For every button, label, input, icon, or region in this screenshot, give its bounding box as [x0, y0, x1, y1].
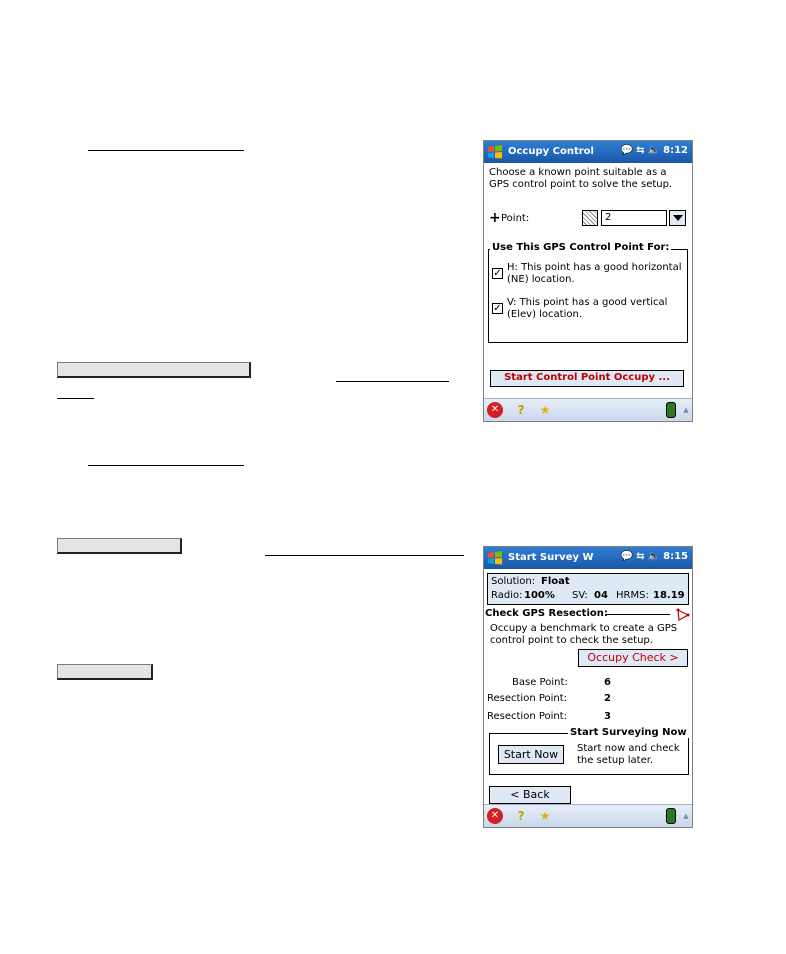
- chevron-down-icon: [673, 215, 683, 221]
- resection-triangle-icon: [676, 608, 690, 622]
- doc-button-placeholder: [57, 362, 251, 378]
- system-tray: [621, 145, 688, 156]
- doc-underline: [265, 555, 464, 556]
- check-resection-heading: Check GPS Resection:: [485, 608, 608, 619]
- doc-underline: [57, 398, 94, 399]
- radio-value: 100%: [524, 590, 555, 601]
- heading-divider: [606, 614, 670, 615]
- message-icon[interactable]: 💬: [620, 145, 634, 156]
- resection-point-2-label: Resection Point:: [487, 711, 568, 722]
- solution-value: Float: [541, 576, 570, 587]
- solution-label: Solution:: [491, 576, 536, 587]
- doc-button-placeholder: [57, 538, 182, 554]
- vertical-label: V: This point has a good vertical (Elev) location.: [507, 297, 668, 320]
- windows-start-icon[interactable]: [487, 144, 503, 160]
- help-icon[interactable]: ?: [517, 403, 525, 417]
- base-point-label: Base Point:: [512, 677, 568, 688]
- bottom-toolbar: [484, 804, 692, 827]
- start-control-point-occupy-button[interactable]: Start Control Point Occupy ...: [490, 370, 684, 387]
- back-button[interactable]: < Back: [489, 786, 571, 804]
- doc-button-placeholder: [57, 664, 153, 680]
- resection-point-2-value: 3: [604, 711, 611, 722]
- hrms-label: HRMS:: [616, 590, 649, 601]
- status-panel: [487, 573, 689, 605]
- plus-icon: +: [489, 210, 501, 226]
- resection-point-1-label: Resection Point:: [487, 693, 568, 704]
- doc-underline: [88, 465, 244, 466]
- clock[interactable]: 8:15: [663, 551, 688, 562]
- hrms-value: 18.19: [653, 590, 685, 601]
- start-now-button[interactable]: Start Now: [498, 745, 564, 764]
- horizontal-label: H: This point has a good horizontal (NE) location.: [507, 262, 682, 285]
- instruction-text: Choose a known point suitable as a GPS control point to solve the setup.: [489, 167, 673, 190]
- start-now-text: Start now and check the setup later.: [577, 743, 680, 766]
- point-label: Point:: [501, 213, 530, 224]
- volume-icon[interactable]: 🔈: [647, 551, 661, 562]
- favorites-icon[interactable]: ★: [539, 403, 551, 417]
- start-surveying-label: Start Surveying Now: [570, 727, 687, 738]
- clock[interactable]: 8:12: [663, 145, 688, 156]
- point-field[interactable]: 2: [601, 210, 667, 226]
- chevron-up-icon[interactable]: ▲: [683, 812, 689, 820]
- title-bar: [484, 141, 692, 163]
- start-survey-screen: [483, 546, 693, 828]
- check-resection-text: Occupy a benchmark to create a GPS control point to check the setup.: [490, 623, 678, 646]
- window-title: Start Survey W: [508, 552, 594, 563]
- occupy-check-button[interactable]: Occupy Check >: [578, 649, 688, 667]
- point-dropdown-button[interactable]: [669, 210, 686, 226]
- groupbox-label: Use This GPS Control Point For:: [492, 242, 670, 253]
- map-pick-icon[interactable]: [582, 210, 598, 226]
- close-icon[interactable]: ✕: [487, 808, 503, 824]
- windows-start-icon[interactable]: [487, 550, 503, 566]
- base-point-value: 6: [604, 677, 611, 688]
- resection-point-1-value: 2: [604, 693, 611, 704]
- volume-icon[interactable]: 🔈: [647, 145, 661, 156]
- sv-label: SV:: [572, 590, 588, 601]
- chevron-up-icon[interactable]: ▲: [683, 406, 689, 414]
- doc-underline: [88, 150, 244, 151]
- favorites-icon[interactable]: ★: [539, 809, 551, 823]
- message-icon[interactable]: 💬: [620, 551, 634, 562]
- connectivity-icon[interactable]: ⇆: [636, 145, 645, 156]
- occupy-control-screen: [483, 140, 693, 422]
- gps-status-icon[interactable]: [666, 808, 676, 824]
- help-icon[interactable]: ?: [517, 809, 525, 823]
- doc-underline: [336, 381, 449, 382]
- title-bar: [484, 547, 692, 569]
- horizontal-checkbox[interactable]: ✓: [493, 268, 502, 279]
- radio-label: Radio:: [491, 590, 523, 601]
- vertical-checkbox[interactable]: ✓: [493, 303, 502, 314]
- system-tray: [621, 551, 688, 562]
- close-icon[interactable]: ✕: [487, 402, 503, 418]
- connectivity-icon[interactable]: ⇆: [636, 551, 645, 562]
- sv-value: 04: [594, 590, 608, 601]
- bottom-toolbar: [484, 398, 692, 421]
- gps-status-icon[interactable]: [666, 402, 676, 418]
- window-title: Occupy Control: [508, 146, 594, 157]
